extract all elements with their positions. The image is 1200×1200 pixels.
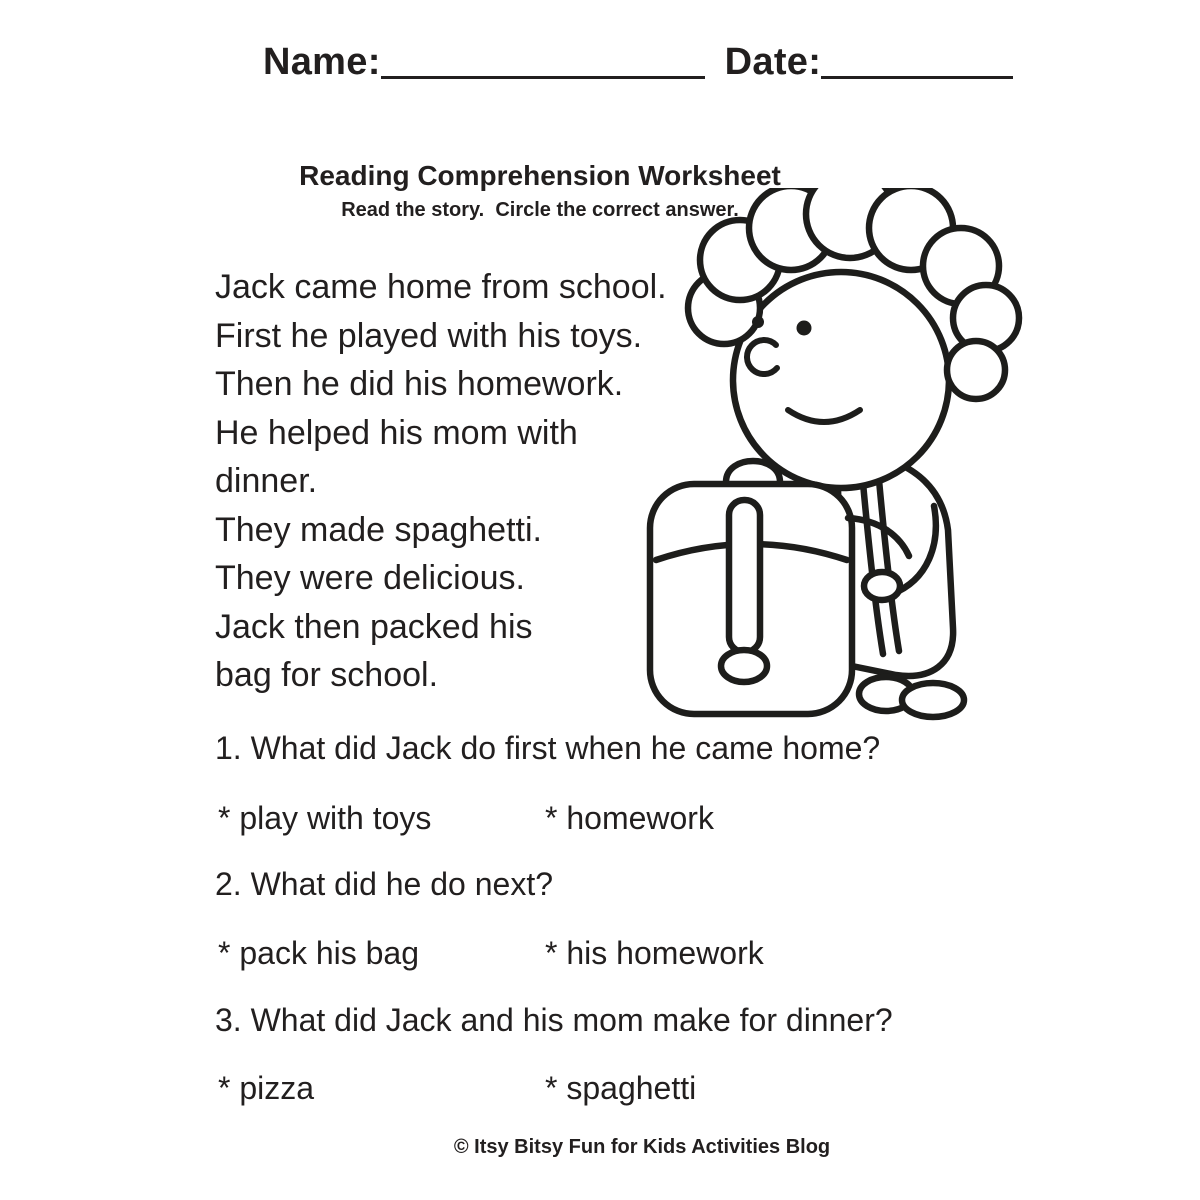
name-input-line[interactable] xyxy=(381,74,705,79)
name-label: Name: xyxy=(263,41,381,83)
question-prompt: 2. What did he do next? xyxy=(215,866,553,902)
boy-eye-right xyxy=(797,321,812,336)
story-line: They made spaghetti. xyxy=(215,510,542,549)
backpack-handle xyxy=(726,461,780,482)
story-line: Then he did his homework. xyxy=(215,365,624,403)
boy-hand xyxy=(864,572,900,600)
worksheet-instructions: Read the story. Circle the correct answer. xyxy=(341,199,739,221)
question-prompt: 3. What did Jack and his mom make for dinner? xyxy=(215,1002,893,1038)
question-3-options xyxy=(218,1070,696,1107)
boy-hair-curl xyxy=(947,341,1005,399)
worksheet-title: Reading Comprehension Worksheet xyxy=(299,160,781,191)
story-line: Jack came home from school. xyxy=(215,268,667,306)
date-label: Date: xyxy=(724,41,822,83)
answer-option[interactable]: * his homework xyxy=(545,935,764,971)
answer-option[interactable]: * pizza xyxy=(218,1070,315,1106)
story-line: He helped his mom with xyxy=(215,413,578,452)
question-1 xyxy=(215,730,880,767)
boy-face xyxy=(733,272,949,488)
answer-option[interactable]: * play with toys xyxy=(218,800,432,836)
question-1-options xyxy=(218,800,714,837)
boy-eye-left xyxy=(752,316,764,328)
backpack-front-strap xyxy=(729,500,760,652)
copyright-footer: © Itsy Bitsy Fun for Kids Activities Blog xyxy=(453,1136,831,1158)
story-line: dinner. xyxy=(215,462,318,500)
boy-illustration-svg xyxy=(628,188,1028,736)
question-2-options xyxy=(218,935,764,972)
boy-with-backpack-illustration xyxy=(628,188,1028,736)
story-line: Jack then packed his xyxy=(215,607,533,646)
answer-option[interactable]: * spaghetti xyxy=(545,1070,697,1106)
story-text xyxy=(215,263,667,700)
header-fill-in-row xyxy=(263,42,1013,84)
question-3 xyxy=(215,1002,893,1039)
answer-option[interactable]: * pack his bag xyxy=(218,935,420,971)
story-line: First he played with his toys. xyxy=(215,316,643,355)
question-prompt: 1. What did Jack do first when he came home? xyxy=(215,730,881,766)
boy-shoe xyxy=(902,683,964,717)
question-2 xyxy=(215,866,553,903)
answer-option[interactable]: * homework xyxy=(545,800,714,836)
story-line: bag for school. xyxy=(215,656,439,694)
story-line: They were delicious. xyxy=(215,559,525,597)
date-input-line[interactable] xyxy=(821,74,1013,79)
backpack-strap-toggle xyxy=(721,650,767,682)
